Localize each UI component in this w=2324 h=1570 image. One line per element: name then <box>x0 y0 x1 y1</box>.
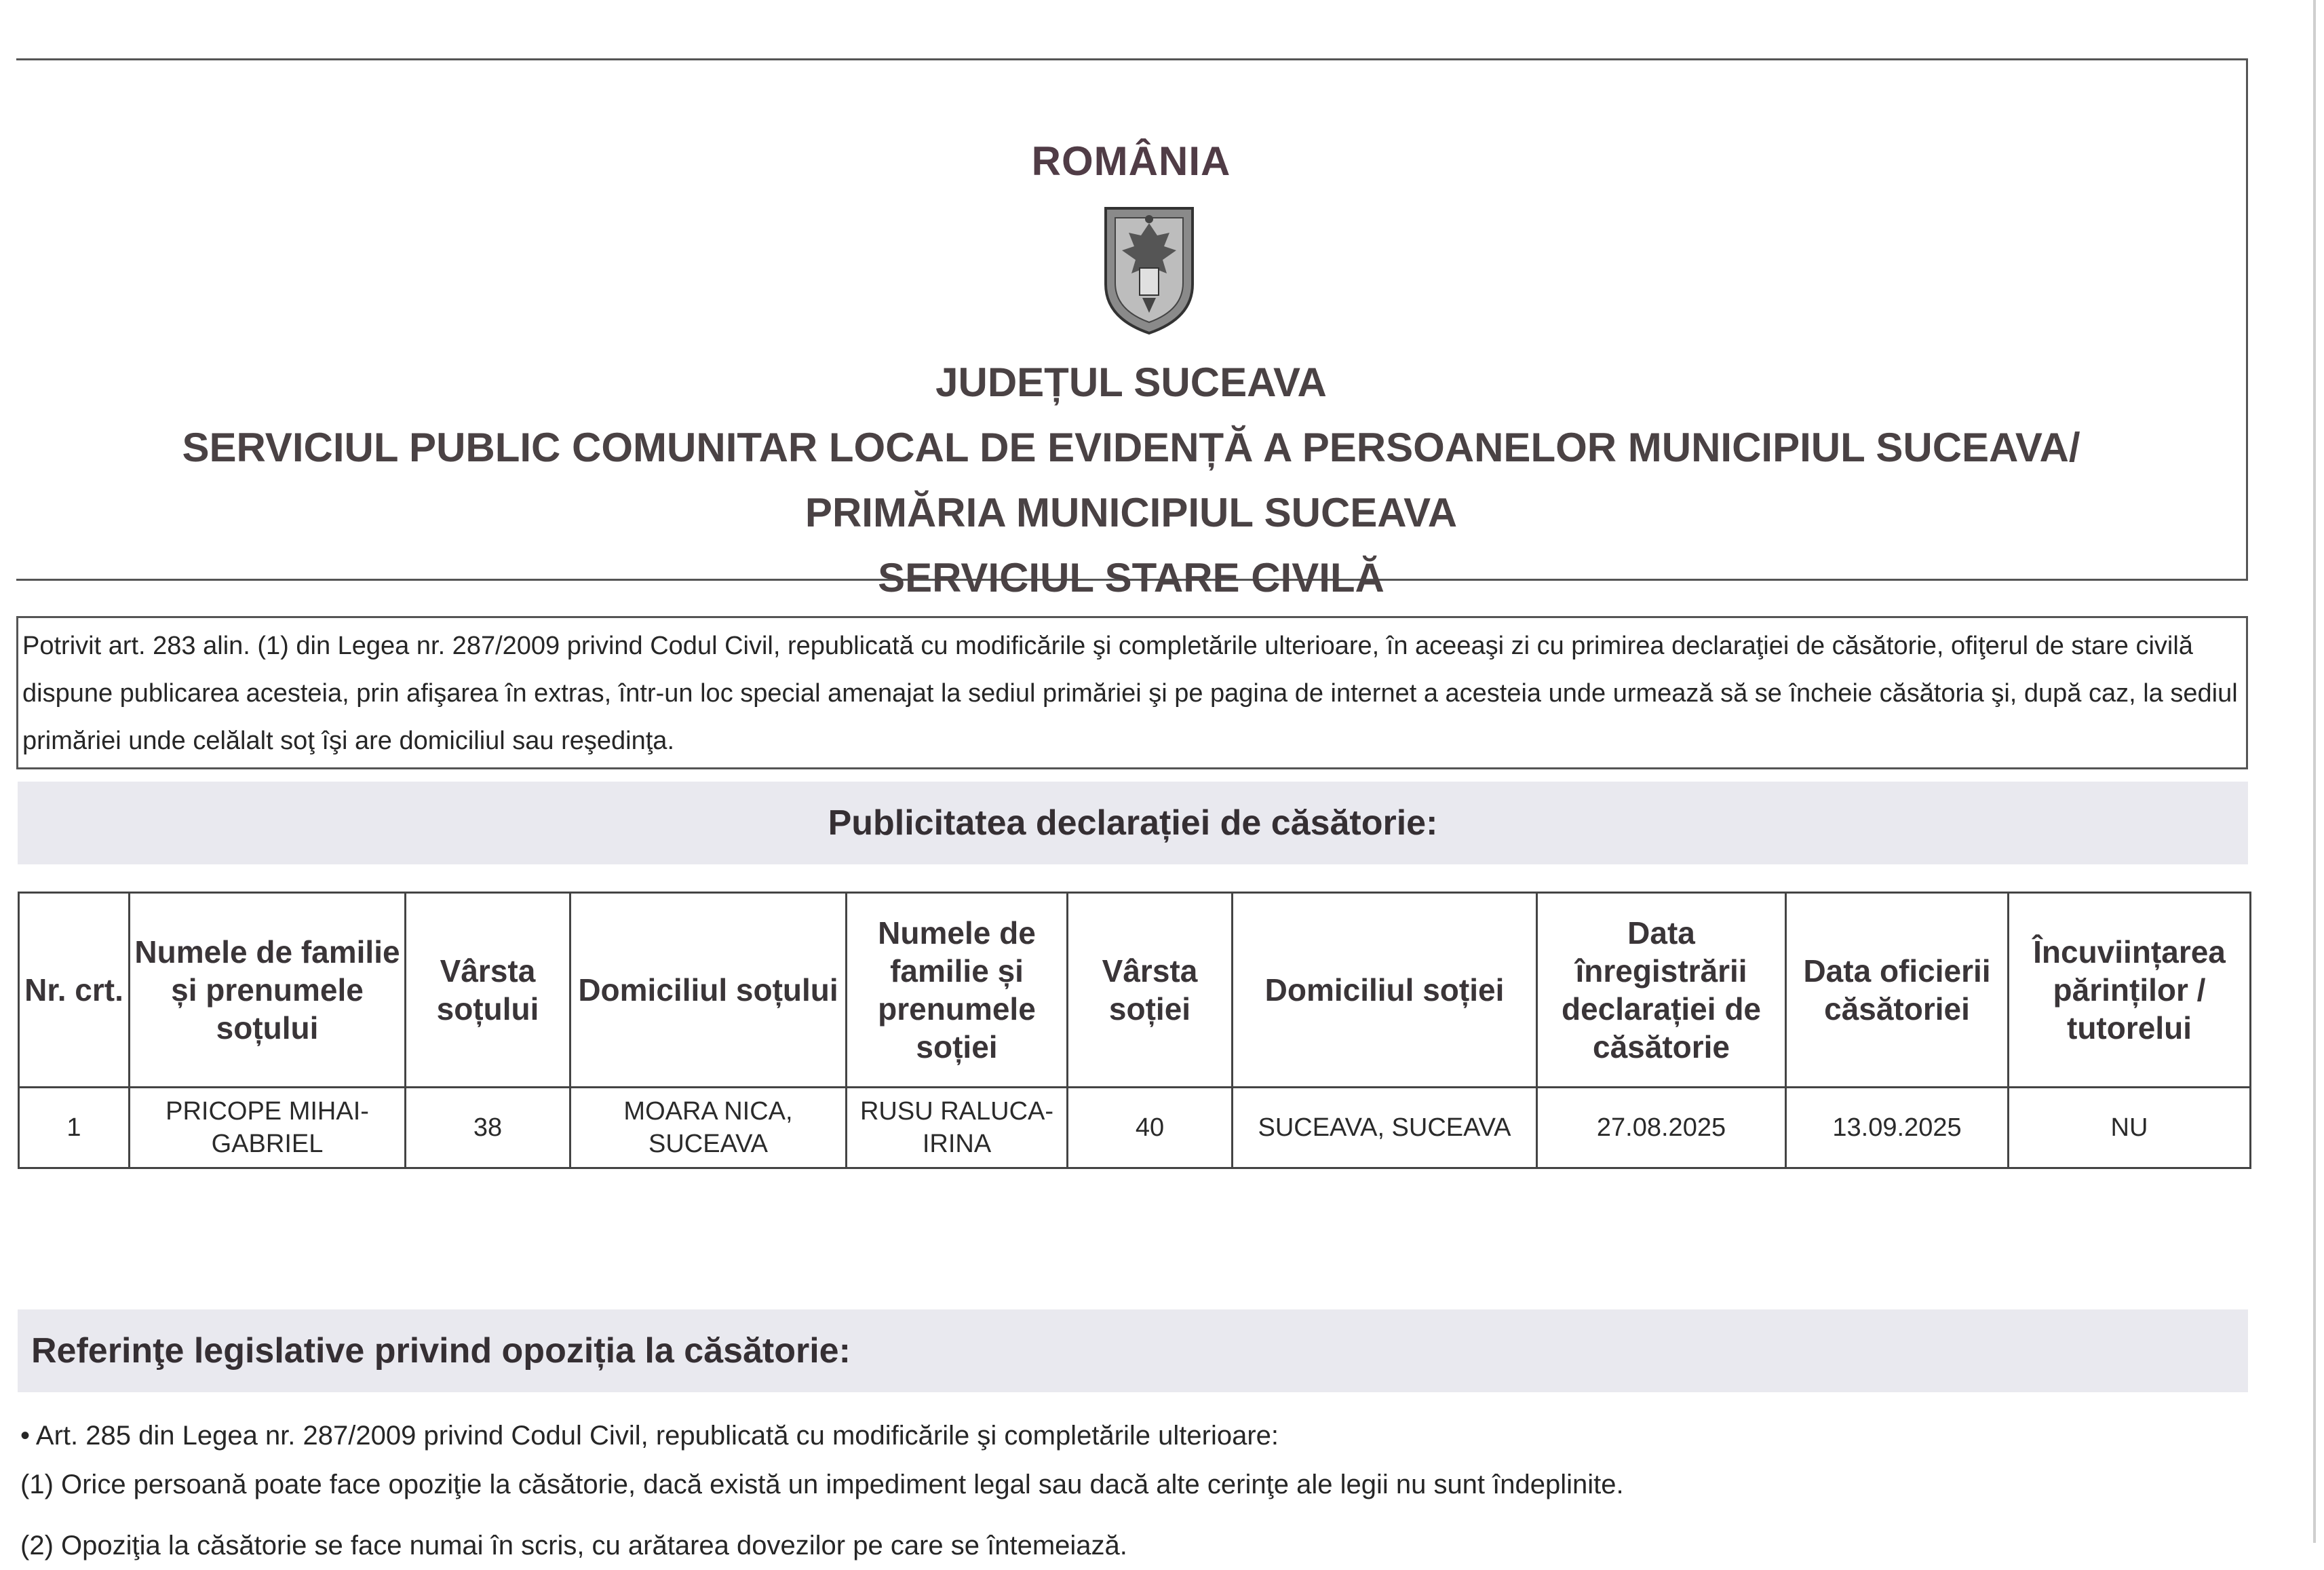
service-title: SERVICIUL PUBLIC COMUNITAR LOCAL DE EVIDENȚĂ A PERSOANELOR MUNICIPIUL SUCEAVA/ <box>182 425 2080 470</box>
legal-notice: Potrivit art. 283 alin. (1) din Legea nr. 287/2009 privind Codul Civil, republicată cu modificările şi completările ulterioare, în aceeaşi zi cu primirea declaraţiei de căsătorie, ofiţerul de stare civilă dispune publicarea acesteia, prin afişarea în extras, într-un loc special amenajat la sediul primăriei şi pe pagina de internet a acesteia unde urmează să se încheie căsătoria şi, după caz, la sediul primăriei unde celălalt soţ îşi are domiciliul sau reşedinţa. <box>16 616 2248 769</box>
city-hall-title: PRIMĂRIA MUNICIPIUL SUCEAVA <box>805 490 1458 535</box>
publicity-banner <box>18 782 2248 864</box>
col-wife-domicile: Domiciliul soției <box>1233 893 1537 1088</box>
col-ceremony-date: Data oficierii căsătoriei <box>1786 893 2009 1088</box>
county-title: JUDEȚUL SUCEAVA <box>935 360 1327 405</box>
col-husband-name: Numele de familie și prenumele soțului <box>130 893 406 1088</box>
reference-item: • Art. 285 din Legea nr. 287/2009 privind Codul Civil, republicată cu modificările şi completările ulterioare: <box>20 1421 1279 1451</box>
col-wife-name: Numele de familie și prenumele soției <box>847 893 1068 1088</box>
cell-husband-name: PRICOPE MIHAI-GABRIEL <box>130 1088 406 1168</box>
declaration-table <box>18 892 2251 1169</box>
cell-ceremony-date: 13.09.2025 <box>1786 1088 2009 1168</box>
cell-nr: 1 <box>19 1088 130 1168</box>
col-nr: Nr. crt. <box>19 893 130 1088</box>
table-row <box>19 1088 2251 1168</box>
country-title: ROMÂNIA <box>1031 138 1231 184</box>
reference-item: (1) Orice persoană poate face opoziţie la căsătorie, dacă există un impediment legal sau dacă alte cerinţe ale legii nu sunt îndeplinite. <box>20 1470 1624 1499</box>
references-banner <box>18 1309 2248 1392</box>
references-title: Referinţe legislative privind opoziția la căsătorie: <box>31 1331 851 1371</box>
col-consent: Încuviințarea părinților / tutorelui <box>2009 893 2251 1088</box>
publicity-title: Publicitatea declarației de căsătorie: <box>828 803 1438 843</box>
col-wife-age: Vârsta soției <box>1068 893 1233 1088</box>
col-husband-domicile: Domiciliul soțului <box>570 893 847 1088</box>
romanian-coat-of-arms-icon <box>1102 203 1197 336</box>
references-list <box>20 1411 2245 1561</box>
cell-wife-name: RUSU RALUCA-IRINA <box>847 1088 1068 1168</box>
page-edge <box>2313 0 2316 1543</box>
header-box <box>16 58 2248 600</box>
reference-item: (2) Opoziţia la căsătorie se face numai în scris, cu arătarea dovezilor pe care se întemeiază. <box>20 1531 1127 1561</box>
cell-wife-age: 40 <box>1068 1088 1233 1168</box>
civil-status-title: SERVICIUL STARE CIVILĂ <box>878 555 1384 600</box>
col-registration-date: Data înregistrării declarației de căsătorie <box>1537 893 1786 1088</box>
cell-husband-age: 38 <box>406 1088 570 1168</box>
cell-registration-date: 27.08.2025 <box>1537 1088 1786 1168</box>
cell-consent: NU <box>2009 1088 2251 1168</box>
cell-wife-domicile: SUCEAVA, SUCEAVA <box>1233 1088 1537 1168</box>
table-header-row <box>19 893 2251 1088</box>
cell-husband-domicile: MOARA NICA, SUCEAVA <box>570 1088 847 1168</box>
col-husband-age: Vârsta soțului <box>406 893 570 1088</box>
